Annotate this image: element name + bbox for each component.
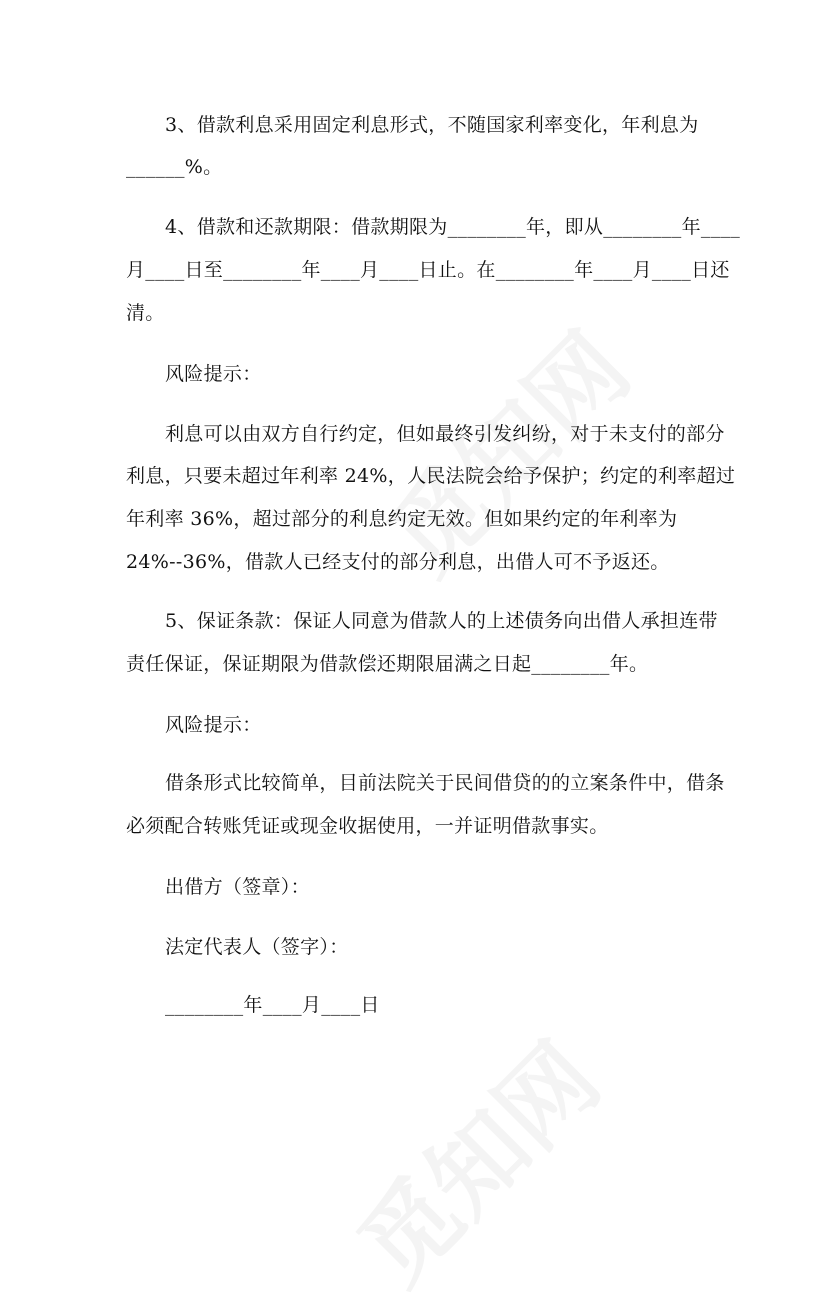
clause3-line2: ______%。 [126,156,223,178]
risk1-line3: 年利率 36%，超过部分的利息约定无效。但如果约定的年利率为 [126,508,678,530]
legal-rep-signature: 法定代表人（签字）： [165,936,349,958]
clause4-line3: 清。 [126,302,165,324]
risk2-line1: 借条形式比较简单，目前法院关于民间借贷的的立案条件中，借条 [165,772,725,794]
risk1-line4: 24%--36%，借款人已经支付的部分利息，出借人可不予返还。 [126,551,670,573]
risk1-heading: 风险提示： [165,363,262,385]
lender-signature: 出借方（签章）： [165,876,310,898]
signature-date: ________年____月____日 [165,994,380,1016]
clause4-line1: 4、借款和还款期限：借款期限为________年，即从________年____ [165,216,741,238]
clause5-line1: 5、保证条款：保证人同意为借款人的上述债务向出借人承担连带 [165,610,718,632]
risk2-line2: 必须配合转账凭证或现金收据使用，一并证明借款事实。 [126,815,609,837]
risk1-line1: 利息可以由双方自行约定，但如最终引发纠纷，对于未支付的部分 [165,423,725,445]
watermark-bottom [324,1008,625,1309]
clause4-line2: 月____日至________年____月____日止。在________年____月____日还 [126,259,730,281]
risk1-line2: 利息，只要未超过年利率 24%，人民法院会给予保护；约定的利率超过 [126,465,736,487]
clause5-line2: 责任保证，保证期限为借款偿还期限届满之日起________年。 [126,653,649,675]
risk2-heading: 风险提示： [165,714,262,736]
clause3-line1: 3、借款利息采用固定利息形式，不随国家利率变化，年利息为 [165,114,699,136]
